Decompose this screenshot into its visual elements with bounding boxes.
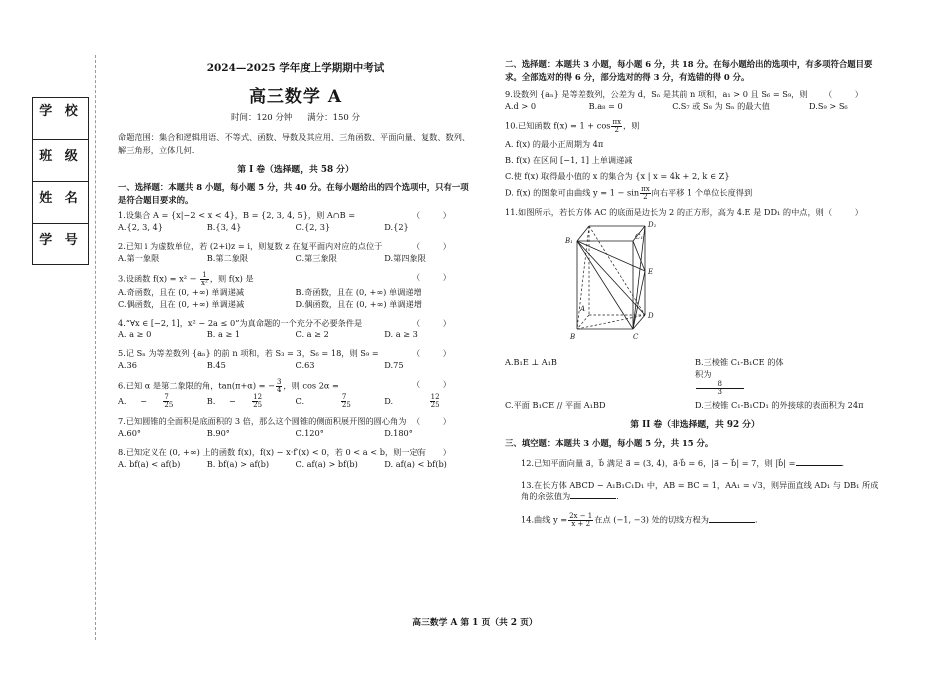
option-d: D.偶函数，且在 (0, +∞) 单调递增	[295, 298, 422, 309]
fraction: $\frac{2x - 1}{x + 2}$	[569, 512, 593, 529]
option-d: D.S₉ > S₆	[808, 100, 848, 111]
answer-paren: （ ）	[412, 446, 461, 457]
option-c: C.第三象限	[295, 252, 337, 263]
question-12: 12.已知平面向量 a⃗，b⃗ 满足 a⃗ = (3, 4)，a⃗·b⃗ = 6，|a⃗ − b⃗| = 7，则 |b⃗| = .	[521, 457, 845, 468]
option-b: B.奇函数，且在 (0, +∞) 单调递增	[295, 286, 422, 297]
question-stem: 2.已知 i 为虚数单位，若 (2+i)z = i，则复数 z 在复平面内对应的点位于	[118, 240, 383, 251]
answer-paren: （ ）	[412, 240, 461, 251]
label-c1: C₁	[635, 233, 644, 242]
info-school-label: 学 校	[33, 98, 88, 140]
option-c: C. $\frac{7}{25}$	[295, 393, 351, 410]
answer-blank	[709, 522, 755, 523]
option-a: A. bf(a) < af(b)	[118, 458, 181, 469]
subject-title: 高三数学 A	[248, 86, 343, 107]
option-d: D.75	[384, 360, 404, 371]
option-c: C.平面 B₁CE // 平面 A₁BD	[505, 400, 606, 411]
question-stem: 5.记 Sₙ 为等差数列 {aₙ} 的前 n 项和，若 S₃ = 3，S₆ = 18，则 S₉ =	[118, 348, 379, 359]
option-a: A.36	[118, 360, 137, 371]
option-d: D.{2}	[384, 222, 409, 233]
volume-2-title: 第 II 卷（非选择题，共 92 分）	[630, 420, 760, 431]
answer-paren: （ ）	[412, 271, 461, 282]
option-d: D.三棱锥 C₁-B₁CD₁ 的外接球的表面积为 24π	[695, 400, 864, 411]
option-c: C.63	[295, 360, 315, 371]
question-4	[118, 318, 473, 342]
answer-paren: （ ）	[824, 89, 873, 100]
answer-paren: （ ）	[412, 416, 461, 427]
option-b: B. bf(a) > af(b)	[206, 458, 270, 469]
question-5	[118, 348, 473, 372]
option-c: C.S₇ 或 S₈ 为 Sₙ 的最大值	[672, 100, 770, 111]
question-stem: 8.已知定义在 (0, +∞) 上的函数 f(x)，f(x) − x·f′(x) < 0，若 0 < a < b，则一定有	[118, 446, 426, 457]
option-a: A. f(x) 的最小正周期为 4π	[505, 138, 604, 149]
option-d: D. a ≥ 3	[384, 329, 418, 340]
question-3	[118, 272, 473, 311]
student-info-box	[32, 97, 89, 265]
option-b: B. f(x) 在区间 [−1, 1] 上单调递减	[505, 154, 633, 165]
option-d: D. $\frac{12}{25}$	[384, 393, 440, 410]
answer-blank	[570, 498, 616, 499]
diag-b1-d	[577, 241, 645, 315]
question-stem: 3.设函数 f(x) = x² −	[118, 273, 200, 284]
answer-paren: （ ）	[412, 348, 461, 359]
option-d: D. f(x) 的图象可由曲线 y = 1 − sin $\frac{\pi x}{2}$ 向右平移 1 个单位长度得到	[505, 185, 753, 202]
option-a: A.奇函数，且在 (0, +∞) 单调递减	[118, 286, 245, 297]
option-d: D. af(a) < bf(b)	[384, 458, 447, 469]
question-6	[118, 379, 473, 409]
option-c: C.{2, 3}	[295, 222, 331, 233]
exam-scope: 命题范围：集合和逻辑用语、不等式、函数、导数及其应用、三角函数、平面向量、复数、数列、解三角形，立体几何.	[118, 132, 471, 155]
exam-title: 2024—2025 学年度上学期期中考试	[206, 62, 385, 74]
option-c: C. a ≥ 2	[295, 329, 329, 340]
answer-paren: （ ）	[412, 317, 461, 328]
section-3-instructions: 三、填空题：本题共 3 小题，每小题 5 分，共 15 分。	[505, 437, 714, 448]
question-13: 13.在长方体 ABCD − A₁B₁C₁D₁ 中，AB = BC = 1，AA₁ = √3，则异面直线 AD₁ 与 DB₁ 所成角的余弦值为 .	[521, 479, 879, 502]
option-c: C.120°	[295, 427, 324, 438]
question-stem: 13.在长方体 ABCD − A₁B₁C₁D₁ 中，AB = BC = 1，AA₁ = √3，则异面直线 AD₁ 与 DB₁ 所成角的余弦值为	[521, 479, 879, 502]
label-b: B	[570, 333, 576, 342]
question-stem: 12.已知平面向量 a⃗，b⃗ 满足 a⃗ = (3, 4)，a⃗·b⃗ = 6，|a⃗ − b⃗| = 7，则 |b⃗| =	[521, 457, 796, 468]
cuboid-figure	[555, 221, 885, 351]
question-stem: 14.曲线 y =	[521, 514, 568, 525]
option-b: B.{3, 4}	[206, 222, 242, 233]
info-class-label: 班 级	[33, 140, 88, 182]
question-10	[505, 119, 885, 202]
answer-paren: （ ）	[412, 210, 461, 221]
option-c: C.使 f(x) 取得最小值的 x 的集合为 {x | x = 4k + 2, k ∈ Z}	[505, 170, 730, 181]
label-d: D	[648, 312, 654, 321]
option-b: B.90°	[206, 427, 230, 438]
option-a: A.{2, 3, 4}	[118, 222, 163, 233]
exam-meta	[118, 113, 473, 123]
volume-1-title: 第 I 卷（选择题，共 58 分）	[237, 164, 354, 175]
question-1	[118, 210, 473, 234]
left-column	[118, 62, 473, 478]
option-a: A.60°	[118, 427, 142, 438]
question-stem: 11.如图所示，若长方体 AC 的底面是边长为 2 的正方形，高为 4.E 是 DD₁ 的中点，则	[505, 207, 824, 218]
question-9	[505, 89, 885, 113]
label-b1: B₁	[565, 237, 573, 246]
question-14: 14.曲线 y = $\frac{2x - 1}{x + 2}$ 在点 (−1, −3) 处的切线方程为 .	[521, 512, 758, 529]
option-c: C.偶函数，且在 (0, +∞) 单调递减	[118, 298, 245, 309]
question-stem: 6.已知 α 是第二象限的角，tan(π+α) = −	[118, 380, 275, 391]
right-column	[505, 58, 885, 534]
question-stem-tail: ，则	[623, 120, 640, 131]
fraction: $\frac{\pi x}{2}$	[612, 117, 622, 134]
question-stem-tail: ，则 cos 2α =	[283, 380, 339, 391]
question-stem: 4.“∀x ∈ [−2, 1]，x² − 2a ≤ 0”为真命题的一个充分不必要条件是	[118, 317, 363, 328]
exam-score: 满分：150 分	[307, 112, 361, 123]
question-8	[118, 447, 473, 471]
label-a: A	[580, 305, 586, 314]
cuboid-diagram	[555, 221, 675, 351]
option-a: A.d > 0	[505, 100, 537, 111]
fraction: $\frac{1}{\text{x²}}$	[201, 270, 208, 287]
option-b: B. a ≥ 1	[206, 329, 241, 340]
fraction: $\frac{3}{4}$	[276, 378, 282, 395]
label-d1: D₁	[648, 221, 657, 230]
question-stem: 9.设数列 {aₙ} 是等差数列，公差为 d，Sₙ 是其前 n 项和，a₁ > 0 且 S₆ = S₉，则	[505, 89, 808, 100]
label-c: C	[633, 333, 639, 342]
option-d: D.180°	[384, 427, 413, 438]
option-b: B.三棱锥 C₁-B₁CE 的体积为 $\frac{8}{3}$	[695, 357, 784, 397]
section-2-instructions: 二、选择题：本题共 3 小题，每小题 6 分，共 18 分。在每小题给出的选项中，有多项符合题目要求。全部选对的得 6 分，部分选对的得 3 分，有选错的得 0 分。	[505, 59, 873, 83]
edge-b1-a1	[577, 226, 589, 241]
question-stem: 1.设集合 A = {x|−2 < x < 4}，B = {2, 3, 4, 5}，则 A∩B =	[118, 210, 356, 221]
option-a: A. a ≥ 0	[118, 329, 152, 340]
answer-paren: （ ）	[412, 379, 461, 390]
option-a: A. − $\frac{7}{25}$	[118, 393, 174, 410]
info-name-label: 姓 名	[33, 182, 88, 224]
exam-time: 时间：120 分钟	[230, 112, 293, 123]
option-b: B. − $\frac{12}{25}$	[206, 393, 263, 410]
question-11	[505, 207, 885, 412]
question-stem-tail: 在点 (−1, −3) 处的切线方程为	[594, 514, 709, 525]
question-2	[118, 241, 473, 265]
question-stem: 10.已知函数 f(x) = 1 + cos	[505, 120, 611, 131]
answer-paren: （ ）	[824, 207, 873, 218]
binding-line	[95, 55, 96, 640]
page-footer: 高三数学 A 第 1 页（共 2 页）	[412, 618, 538, 628]
answer-blank	[796, 465, 842, 466]
question-7	[118, 416, 473, 440]
option-b: B.a₈ = 0	[588, 100, 623, 111]
question-stem-tail: ，则 f(x) 是	[209, 273, 254, 284]
question-stem: 7.已知圆锥的全面积是底面积的 3 倍，那么这个圆锥的侧面积展开图的圆心角为	[118, 416, 407, 427]
option-a: A.第一象限	[118, 252, 160, 263]
option-b: B.第二象限	[206, 252, 249, 263]
option-c: C. af(a) > bf(b)	[295, 458, 358, 469]
option-d: D.第四象限	[384, 252, 426, 263]
option-b: B.45	[206, 360, 226, 371]
label-e: E	[648, 268, 654, 277]
info-id-label: 学 号	[39, 233, 82, 248]
section-1-instructions: 一、选择题：本题共 8 小题，每小题 5 分，共 40 分。在每小题给出的四个选项中，只有一项是符合题目要求的。	[118, 182, 469, 206]
option-a: A.B₁E ⊥ A₁B	[505, 357, 557, 368]
